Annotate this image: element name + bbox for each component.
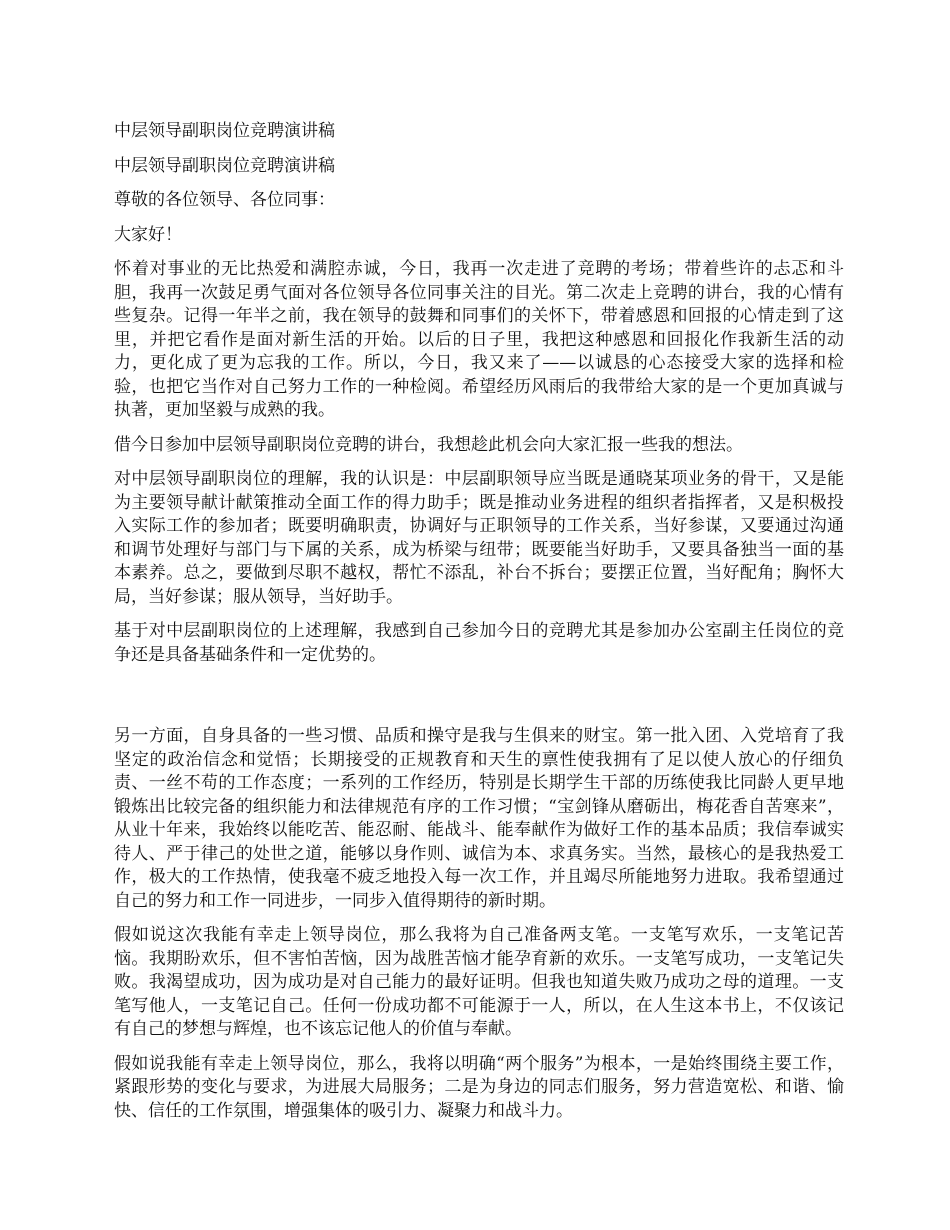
paragraph-qualification: 基于对中层副职岗位的上述理解，我感到自己参加今日的竞聘尤其是参加办公室副主任岗位的竞争还是具备基础条件和一定优势的。: [114, 621, 844, 665]
paragraph-opening: 怀着对事业的无比热爱和满腔赤诚，今日，我再一次走进了竞聘的考场；带着些许的忐忑和斗胆，我再一次鼓足勇气面对各位领导各位同事关注的目光。第二次走上竞聘的讲台，我的心情有些复杂。记得一年半之前，我在领导的鼓舞和同事们的关怀下，带着感恩和回报的心情走到了这里，并把它看作是面对新生活的开始。以后的日子里，我把这种感恩和回报化作我新生活的动力，更化成了更为忘我的工作。所以，今日，我又来了——以诚恳的心态接受大家的选择和检验，也把它当作对自己努力工作的一种检阅。希望经历风雨后的我带给大家的是一个更加真诚与执著，更加坚毅与成熟的我。: [114, 259, 844, 420]
paragraph-two-pens: 假如说这次我能有幸走上领导岗位，那么我将为自己准备两支笔。一支笔写欢乐，一支笔记苦恼。我期盼欢乐，但不害怕苦恼，因为战胜苦恼才能孕育新的欢乐。一支笔写成功，一支笔记失败。我渴望成功，因为成功是对自己能力的最好证明。但我也知道失败乃成功之母的道理。一支笔写他人，一支笔记自己。任何一份成功都不可能源于一人，所以，在人生这本书上，不仅该记有自己的梦想与辉煌，也不该忘记他人的价值与奉献。: [114, 925, 844, 1039]
document-body: [114, 120, 844, 1134]
document-subtitle: 中层领导副职岗位竞聘演讲稿: [114, 155, 335, 176]
paragraph-intent: 借今日参加中层领导副职岗位竞聘的讲台，我想趁此机会向大家汇报一些我的想法。: [114, 434, 743, 455]
document-title: 中层领导副职岗位竞聘演讲稿: [114, 121, 335, 141]
paragraph-understanding: 对中层领导副职岗位的理解，我的认识是：中层副职领导应当既是通晓某项业务的骨干，又是能为主要领导献计献策推动全面工作的得力助手；既是推动业务进程的组织者指挥者，又是积极投入实际工作的参加者；既要明确职责，协调好与正职领导的工作关系，当好参谋，又要通过沟通和调节处理好与部门与下属的关系，成为桥梁与纽带；既要能当好助手，又要具备独当一面的基本素养。总之，要做到尽职不越权，帮忙不添乱，补台不拆台；要摆正位置，当好配角；胸怀大局，当好参谋；服从领导，当好助手。: [114, 469, 844, 607]
salutation: 尊敬的各位领导、各位同事：: [114, 190, 335, 210]
paragraph-two-services: 假如说我能有幸走上领导岗位，那么，我将以明确“两个服务”为根本，一是始终围绕主要工作，紧跟形势的变化与要求，为进展大局服务；二是为身边的同志们服务，努力营造宽松、和谐、愉快、信任的工作氛围，增强集体的吸引力、凝聚力和战斗力。: [114, 1053, 844, 1121]
greeting: 大家好！: [114, 224, 182, 245]
paragraph-personal-qualities: 另一方面，自身具备的一些习惯、品质和操守是我与生俱来的财宝。第一批入团、入党培育了我坚定的政治信念和觉悟；长期接受的正规教育和天生的禀性使我拥有了足以使人放心的仔细负责、一丝不苟的工作态度；一系列的工作经历，特别是长期学生干部的历练使我比同龄人更早地锻炼出比较完备的组织能力和法律规范有序的工作习惯；“宝剑锋从磨砺出，梅花香自苦寒来”，从业十年来，我始终以能吃苦、能忍耐、能战斗、能奉献作为做好工作的基本品质；我信奉诚实待人、严于律己的处世之道，能够以身作则、诚信为本、求真务实。当然，最核心的是我热爱工作，极大的工作热情，使我毫不疲乏地投入每一次工作，并且竭尽所能地努力进取。我希望通过自己的努力和工作一同进步，一同步入值得期待的新时期。: [114, 726, 844, 911]
